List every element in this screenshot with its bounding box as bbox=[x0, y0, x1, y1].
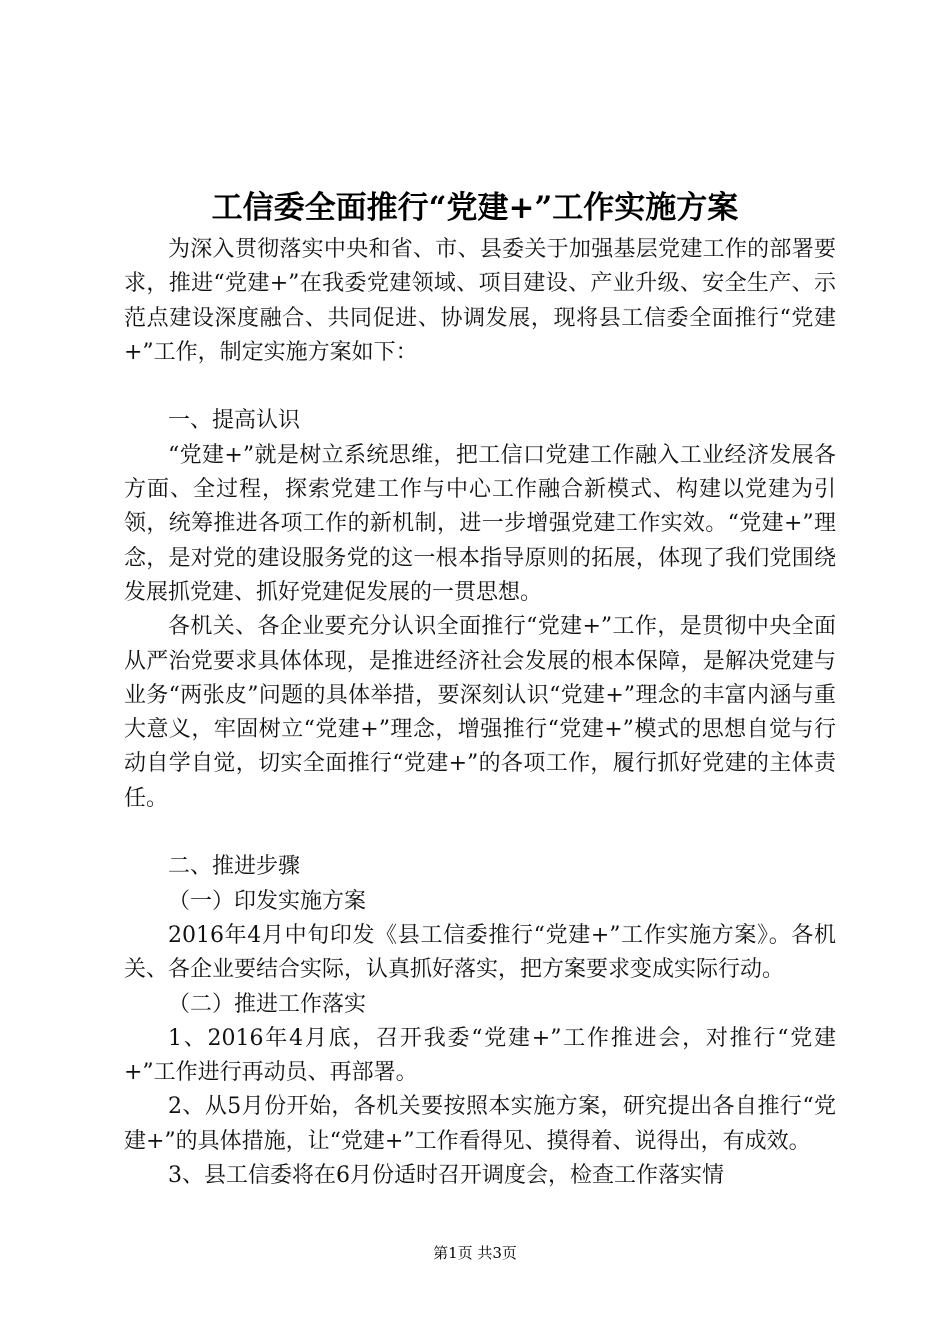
subsection-heading: （一）印发实施方案 bbox=[168, 888, 367, 914]
subsection-heading: （二）推进工作落实 bbox=[168, 991, 367, 1017]
document-body bbox=[124, 233, 836, 1193]
page-footer: 第1页 共3页 bbox=[433, 1244, 517, 1262]
list-item: 2、从5月份开始，各机关要按照本实施方案，研究提出各自推行“党建+”的具体措施，让“党建+”工作看得见、摸得着、说得出，有成效。 bbox=[124, 1094, 836, 1154]
list-item: 1、2016年4月底，召开我委“党建+”工作推进会，对推行“党建+”工作进行再动员、再部署。 bbox=[124, 1025, 836, 1086]
intro-paragraph: 为深入贯彻落实中央和省、市、县委关于加强基层党建工作的部署要求，推进“党建+”在我委党建领域、项目建设、产业升级、安全生产、示范点建设深度融合、共同促进、协调发展，现将县工信委全面推行“党建+”工作，制定实施方案如下： bbox=[124, 237, 836, 365]
body-paragraph: 各机关、各企业要充分认识全面推行“党建+”工作，是贯彻中央全面从严治党要求具体体现，是推进经济社会发展的根本保障，是解决党建与业务“两张皮”问题的具体举措，要深刻认识“党建+”理念的丰富内涵与重大意义，牢固树立“党建+”理念，增强推行“党建+”模式的思想自觉与行动自学自觉，切实全面推行“党建+”的各项工作，履行抓好党建的主体责任。 bbox=[124, 614, 836, 811]
section-heading: 二、推进步骤 bbox=[168, 854, 301, 880]
paragraph-gap bbox=[124, 370, 836, 404]
body-paragraph: 2016年4月中旬印发《县工信委推行“党建+”工作实施方案》。各机关、各企业要结合实际，认真抓好落实，把方案要求变成实际行动。 bbox=[124, 922, 836, 983]
list-item: 3、县工信委将在6月份适时召开调度会，检查工作落实情 bbox=[168, 1163, 724, 1189]
section-heading: 一、提高认识 bbox=[168, 408, 301, 434]
body-paragraph: “党建+”就是树立系统思维，把工信口党建工作融入工业经济发展各方面、全过程，探索党建工作与中心工作融合新模式、构建以党建为引领，统筹推进各项工作的新机制，进一步增强党建工作实效。“党建+”理念，是对党的建设服务党的这一根本指导原则的拓展，体现了我们党围绕发展抓党建、抓好党建促发展的一贯思想。 bbox=[124, 442, 836, 605]
paragraph-gap bbox=[124, 816, 836, 850]
document-title: 工信委全面推行“党建+”工作实施方案 bbox=[211, 190, 739, 226]
